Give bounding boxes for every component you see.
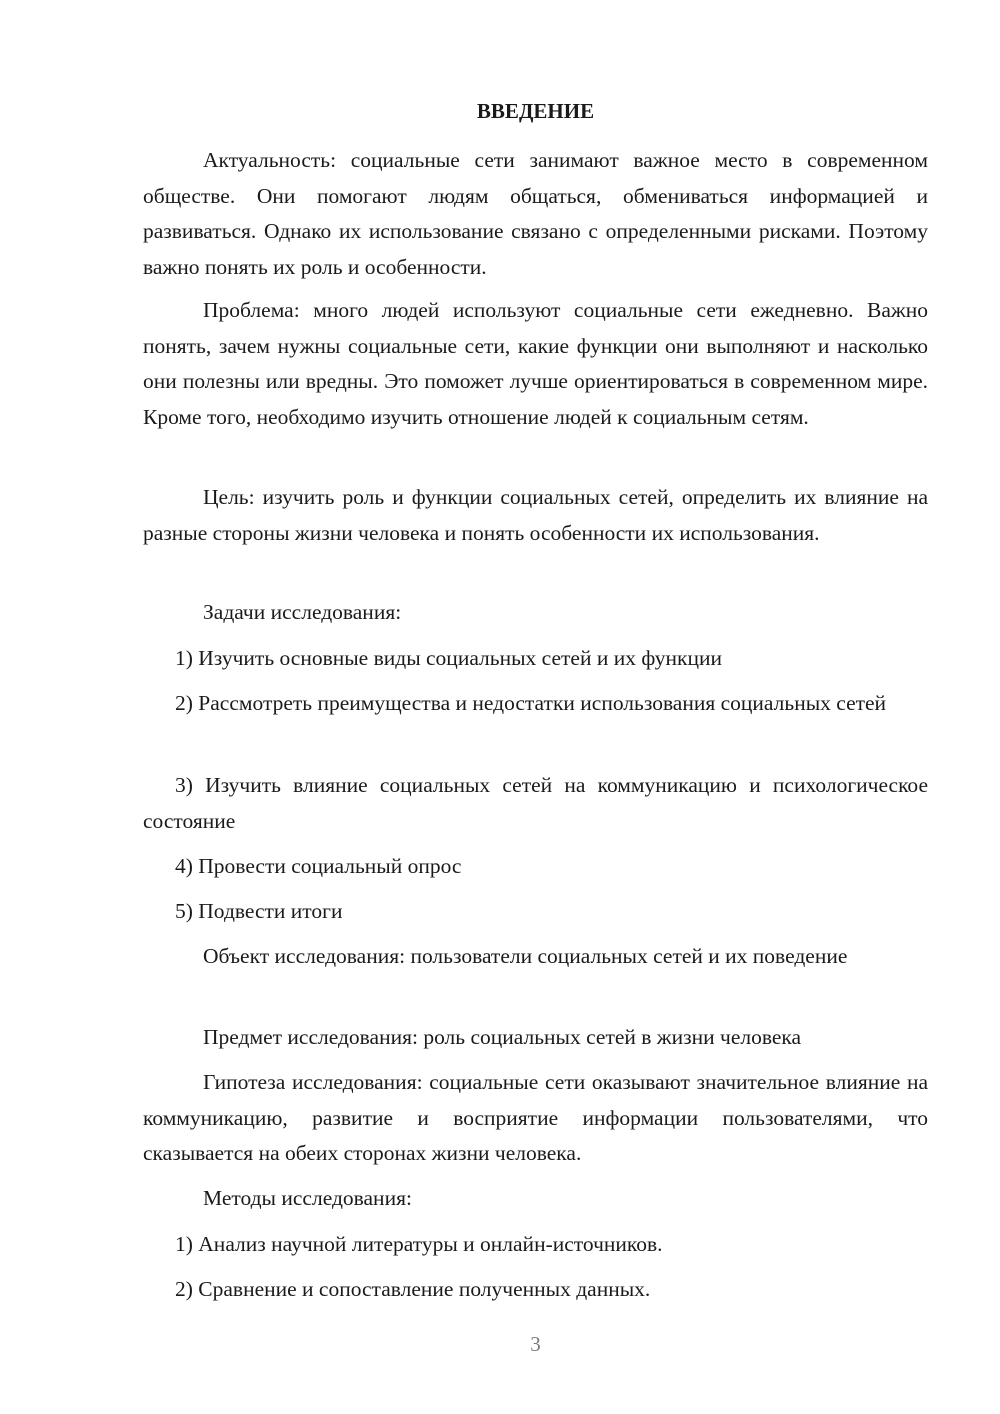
list-item-task-1: 1) Изучить основные виды социальных сетей и их функции — [175, 646, 722, 670]
list-item-task-3: 3) Изучить влияние социальных сетей на коммуникацию и психологическое состояние — [143, 773, 928, 833]
list-item-task-2: 2) Рассмотреть преимущества и недостатки использования социальных сетей — [175, 691, 887, 715]
list-item-task-4: 4) Провести социальный опрос — [175, 854, 462, 878]
paragraph-object: Объект исследования: пользователи социальных сетей и их поведение — [203, 944, 848, 968]
page-number: 3 — [530, 1332, 541, 1356]
paragraph-methods-heading: Методы исследования: — [203, 1186, 412, 1210]
section-title: ВВЕДЕНИЕ — [476, 99, 595, 123]
paragraph-goal: Цель: изучить роль и функции социальных сетей, определить их влияние на разные стороны жизни человека и понять особенности их использования. — [143, 485, 928, 545]
paragraph-problem: Проблема: много людей используют социальные сети ежедневно. Важно понять, зачем нужны социальные сети, какие функции они выполняют и насколько они полезны или вредны. Это поможет лучше ориентироваться в современном мире. Кроме того, необходимо изучить отношение людей к социальным сетям. — [143, 298, 928, 429]
paragraph-relevance: Актуальность: социальные сети занимают важное место в современном обществе. Они помогают людям общаться, обмениваться информацией и развиваться. Однако их использование связано с определенными рисками. Поэтому важно понять их роль и особенности. — [143, 148, 928, 279]
paragraph-hypothesis: Гипотеза исследования: социальные сети оказывают значительное влияние на коммуникацию, развитие и восприятие информации пользователями, что сказывается на обеих сторонах жизни человека. — [143, 1070, 928, 1165]
list-item-method-1: 1) Анализ научной литературы и онлайн-источников. — [175, 1232, 663, 1256]
list-item-method-2: 2) Сравнение и сопоставление полученных данных. — [175, 1277, 651, 1301]
paragraph-tasks-heading: Задачи исследования: — [203, 600, 402, 624]
list-item-task-5: 5) Подвести итоги — [175, 899, 343, 923]
paragraph-subject: Предмет исследования: роль социальных сетей в жизни человека — [203, 1025, 802, 1049]
